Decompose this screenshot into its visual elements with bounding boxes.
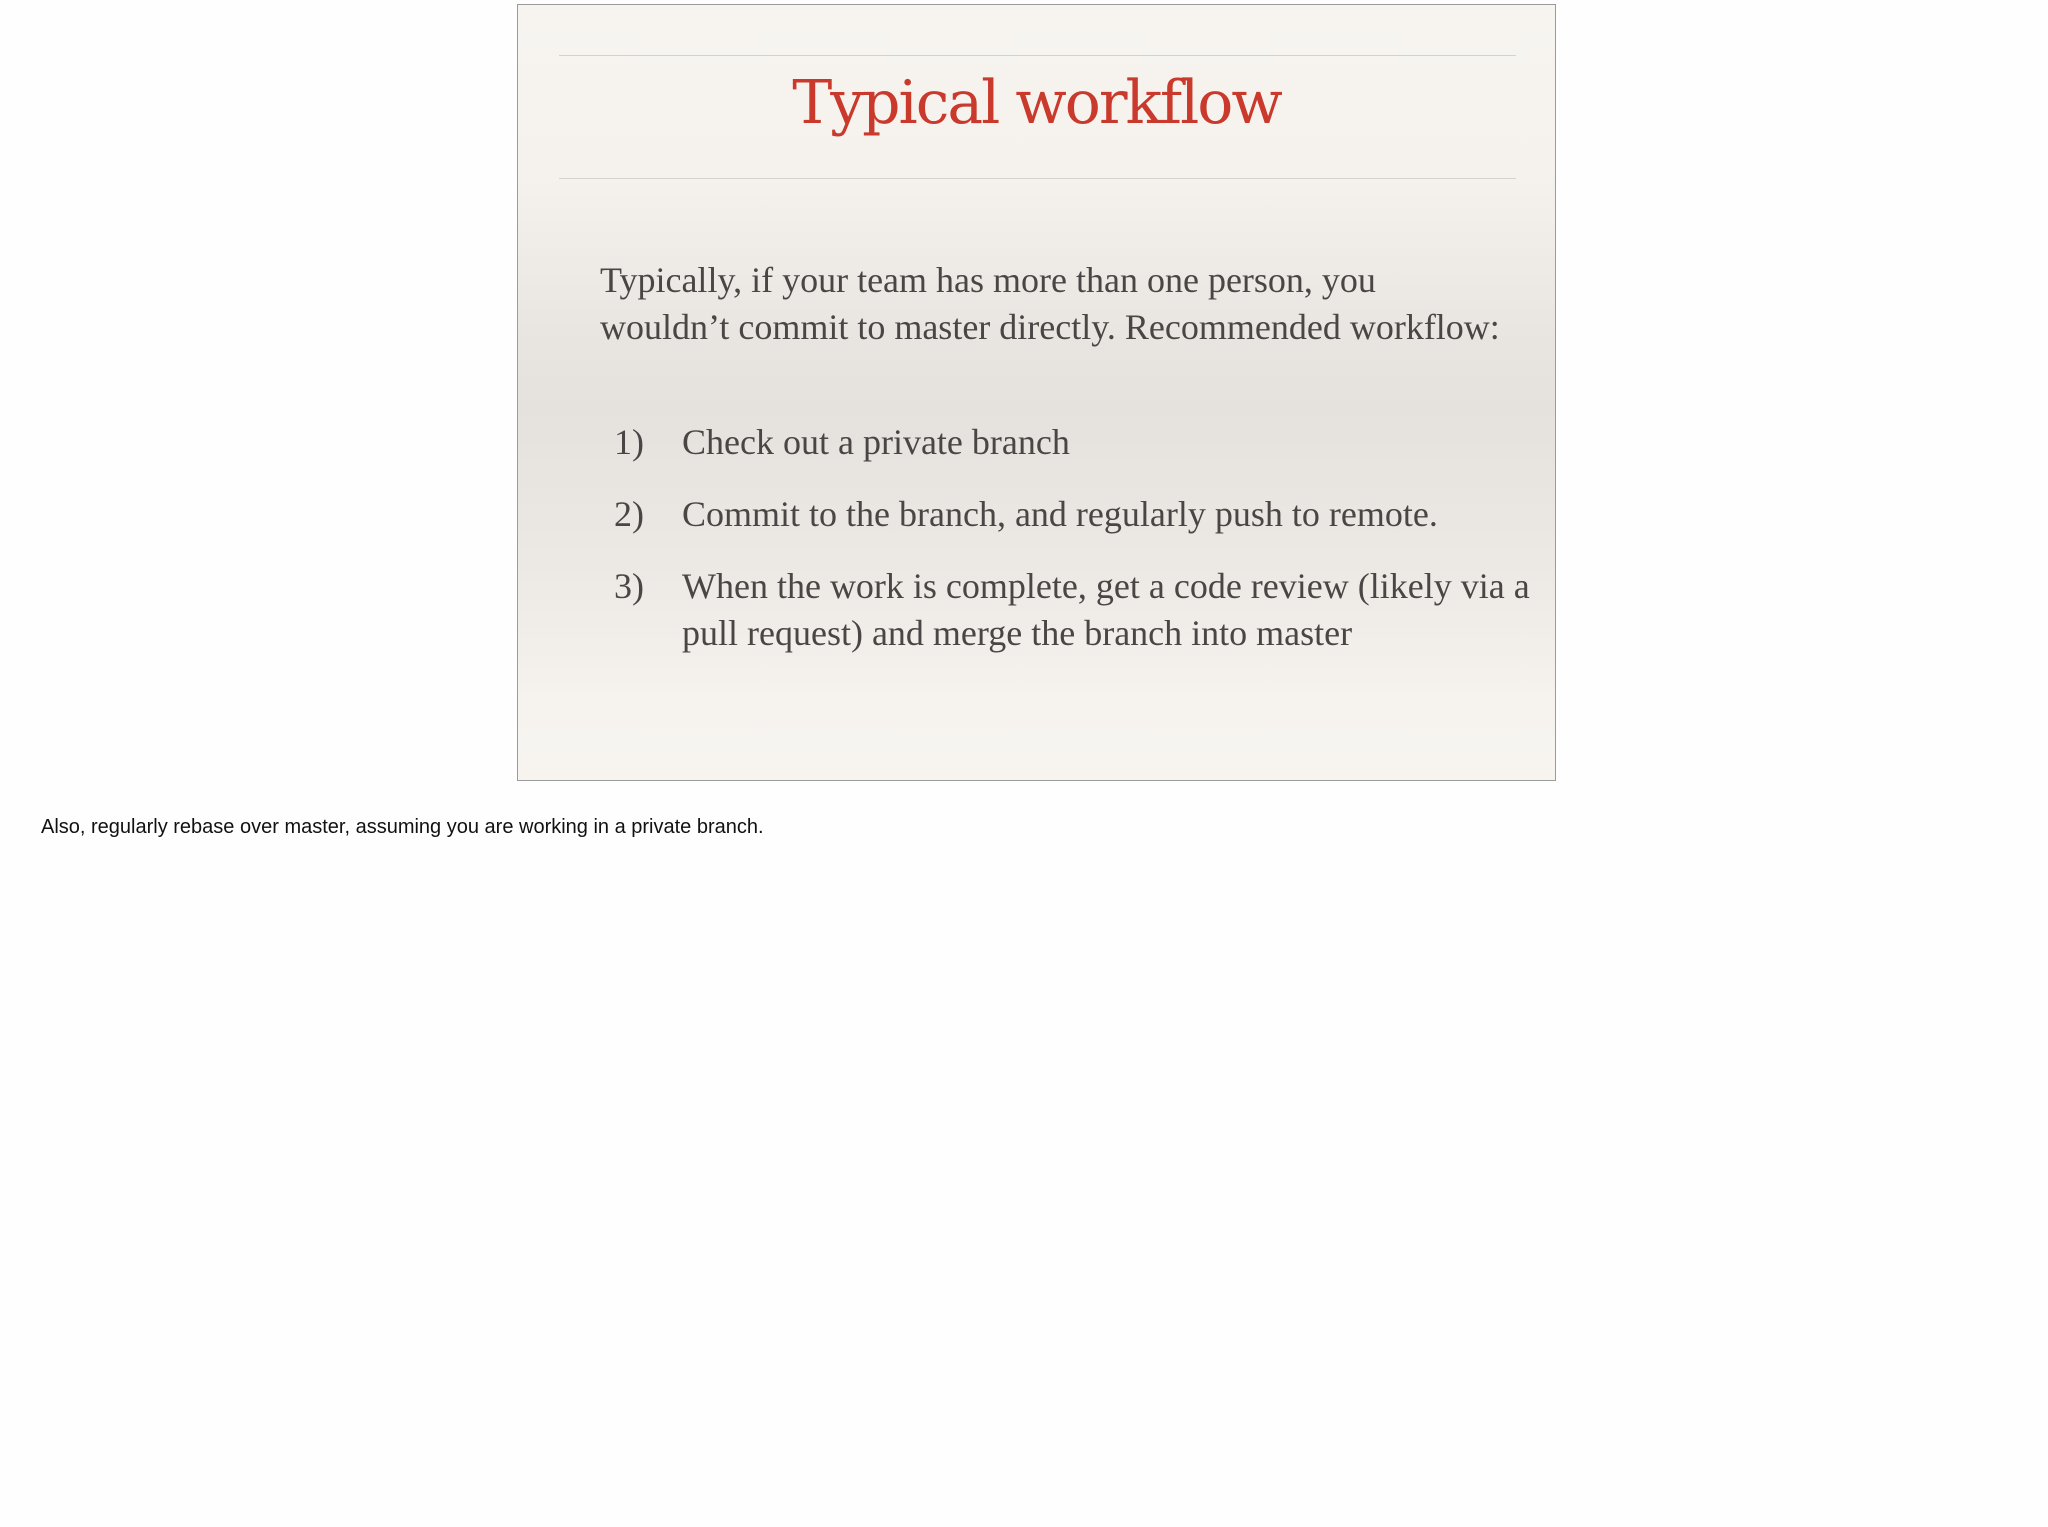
step-text: Commit to the branch, and regularly push to remote. (682, 494, 1438, 534)
step-text: When the work is complete, get a code review (likely via a pull request) and merge the branch into master (682, 566, 1530, 653)
speaker-notes: Also, regularly rebase over master, assuming you are working in a private branch. (41, 816, 764, 838)
step-number: 1) (614, 422, 644, 462)
title-rule-bottom (559, 178, 1516, 179)
workflow-step-2 (614, 491, 1534, 538)
step-number: 2) (614, 494, 644, 534)
workflow-steps-list (614, 419, 1534, 682)
slide-title: Typical workflow (792, 68, 1281, 138)
workflow-step-3 (614, 563, 1534, 657)
slide (517, 4, 1556, 781)
step-number: 3) (614, 566, 644, 606)
title-rule-top (559, 55, 1516, 56)
step-text: Check out a private branch (682, 422, 1070, 462)
slide-intro-text: Typically, if your team has more than one person, you wouldn’t commit to master directly. Recommended workflow: (600, 260, 1500, 347)
workflow-step-1 (614, 419, 1534, 466)
